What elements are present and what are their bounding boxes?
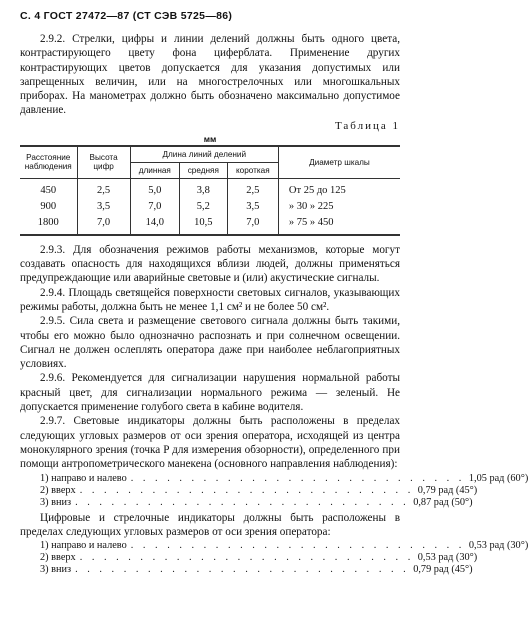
list-item-value: 0,79 рад (45°): [413, 564, 473, 576]
header-height: Высота цифр: [77, 146, 130, 179]
cell-medium: 5,2: [179, 199, 227, 215]
paragraph-2-9-3: 2.9.3. Для обозначения режимов работы механизмов, которые могут создавать опасность для находящихся вблизи людей, должны применяться предупреждающие или аварийные световые и (или) акустические сигналы.: [20, 243, 400, 285]
cell-height: 2,5: [77, 178, 130, 199]
cell-short: 7,0: [227, 215, 278, 235]
angles-list-2: [40, 540, 528, 576]
cell-distance: 1800: [20, 215, 77, 235]
table-caption: Таблица 1: [334, 119, 400, 132]
table-row: [20, 215, 400, 235]
cell-short: 3,5: [227, 199, 278, 215]
list-item-label: 1) направо и налево: [40, 472, 127, 484]
page-header: С. 4 ГОСТ 27472—87 (СТ СЭВ 5725—86): [20, 10, 233, 22]
list-item-value: 0,87 рад (50°): [413, 496, 473, 508]
angles-list-1: [40, 472, 528, 509]
table-row: [20, 199, 400, 215]
cell-long: 14,0: [130, 215, 179, 235]
table-row: [20, 178, 400, 199]
list-item-label: 1) направо и налево: [40, 540, 127, 552]
document-page: [20, 10, 528, 578]
paragraph-2-9-2: 2.9.2. Стрелки, цифры и линии делений должны быть одного цвета, контрастирующего цвету фона циферблата. Применение других контрастирующих цветов допускается для указания допустимых или запрещенных величин, или на многострелочных или многошкальных приборах. На манометрах должно быть обозначено максимально допустимое давление.: [20, 33, 400, 117]
cell-diameter: » 75 » 450: [278, 215, 400, 235]
list-item: 2) вверх . . . . . . . . . . . . . . . . . . . . . . . . . . . . 0,79 рад (45°): [40, 484, 478, 496]
cell-long: 7,0: [130, 199, 179, 215]
header-distance: Расстояние наблюдения: [20, 146, 77, 179]
paragraph-2-9-6: 2.9.6. Рекомендуется для сигнализации нарушения нормальной работы красный цвет, для сигнализации нормального режима — зеленый. Не допускается применение голубого света в кабине водителя.: [20, 372, 400, 414]
cell-diameter: От 25 до 125: [278, 178, 400, 199]
cell-distance: 900: [20, 199, 77, 215]
cell-medium: 3,8: [179, 178, 227, 199]
header-diameter: Диаметр шкалы: [278, 146, 400, 179]
cell-medium: 10,5: [179, 215, 227, 235]
list-item: 3) вниз . . . . . . . . . . . . . . . . . . . . . . . . . . . . 0,87 рад (50°): [40, 496, 473, 508]
cell-diameter: » 30 » 225: [278, 199, 400, 215]
list-item-value: 0,53 рад (30°): [468, 540, 528, 552]
cell-height: 3,5: [77, 199, 130, 215]
header-long: длинная: [130, 162, 179, 178]
header-short: короткая: [227, 162, 278, 178]
list-item: 2) вверх . . . . . . . . . . . . . . . . . . . . . . . . . . . . 0,53 рад (30°): [40, 552, 478, 564]
cell-short: 2,5: [227, 178, 278, 199]
paragraph-2-9-8: Цифровые и стрелочные индикаторы должны быть расположены в пределах следующих угловых размеров от оси зрения оператора:: [20, 511, 400, 538]
paragraph-2-9-5: 2.9.5. Сила света и размещение светового сигнала должны быть такими, чтобы его можно было однозначно распознать и при солнечном освещении. Сигнал не должен ослеплять оператора даже при наиболее неблагоприятных условиях.: [20, 315, 400, 371]
paragraph-2-9-4: 2.9.4. Площадь светящейся поверхности световых сигналов, указывающих режимы работы, должна быть не менее 1,1 см² и не более 50 см².: [20, 286, 400, 313]
cell-height: 7,0: [77, 215, 130, 235]
list-item-label: 2) вверх: [40, 552, 76, 564]
paragraph-2-9-7: 2.9.7. Световые индикаторы должны быть расположены в пределах следующих угловых размеров от оси зрения оператора, исходящей из центра монокулярного зрения (точка P для измерения обзорности), определенного при помощи антропометрического манекена (основного направления наблюдения):: [20, 415, 400, 471]
table-units: мм: [203, 133, 217, 144]
list-item-value: 0,53 рад (30°): [417, 552, 478, 564]
list-item: 3) вниз . . . . . . . . . . . . . . . . . . . . . . . . . . . . 0,79 рад (45°): [40, 564, 473, 576]
cell-distance: 450: [20, 178, 77, 199]
list-item-label: 2) вверх: [40, 484, 76, 496]
list-item-label: 3) вниз: [40, 564, 72, 576]
header-medium: средняя: [179, 162, 227, 178]
list-item-value: 0,79 рад (45°): [417, 484, 478, 496]
cell-long: 5,0: [130, 178, 179, 199]
header-length-group: Длина линий делений: [130, 146, 278, 163]
list-item: 1) направо и налево . . . . . . . . . . . . . . . . . . . . . . . . . . . . 0,53 рад (30°): [40, 540, 528, 552]
list-item-label: 3) вниз: [40, 496, 72, 508]
list-item-value: 1,05 рад (60°): [468, 472, 528, 484]
table-1: [20, 145, 400, 236]
list-item: 1) направо и налево . . . . . . . . . . . . . . . . . . . . . . . . . . . . 1,05 рад (60°): [40, 472, 528, 484]
